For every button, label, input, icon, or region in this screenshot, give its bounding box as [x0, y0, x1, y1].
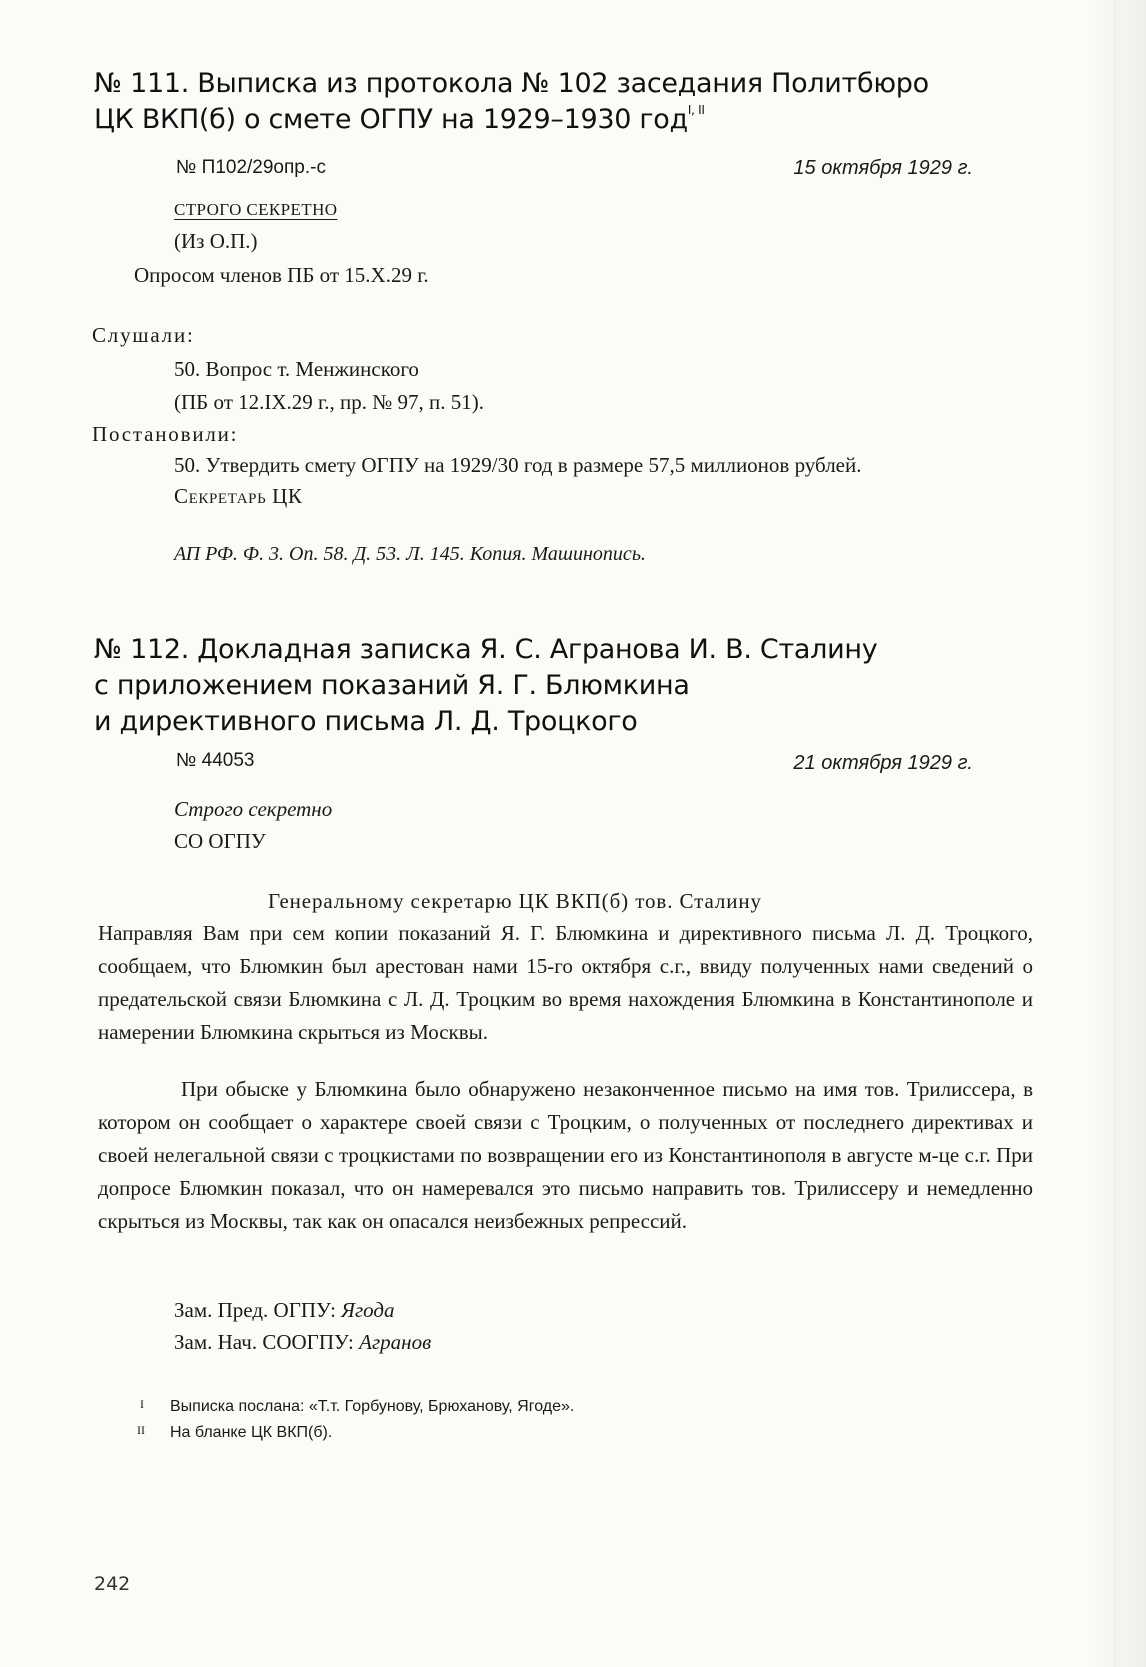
doc111-heard-item: 50. Вопрос т. Менжинского [174, 357, 419, 381]
page-number: 242 [94, 1573, 131, 1595]
doc111-resolved-item: 50. Утвердить смету ОГПУ на 1929/30 год в размере 57,5 миллионов рублей. [174, 453, 862, 477]
doc111-classification: СТРОГО СЕКРЕТНО [174, 200, 338, 219]
doc112-signature-2 [174, 1326, 431, 1359]
doc111-title-text: ЦК ВКП(б) о смете ОГПУ на 1929–1930 год [94, 104, 688, 135]
doc112-signature-1-label: Зам. Пред. ОГПУ: [174, 1298, 342, 1322]
doc111-poll: Опросом членов ПБ от 15.Х.29 г. [134, 263, 429, 287]
doc111-heard-ref: (ПБ от 12.IX.29 г., пр. № 97, п. 51). [174, 390, 485, 414]
doc111-date: 15 октября 1929 г. [793, 157, 973, 179]
doc112-title-line2: с приложением показаний Я. Г. Блюмкина [94, 670, 690, 701]
footnote-2-mark: II [137, 1423, 145, 1437]
doc111-title-footnote-marks: I, II [687, 103, 705, 117]
doc112-signature-1 [174, 1294, 395, 1327]
doc112-date: 21 октября 1929 г. [793, 752, 973, 774]
doc112-paragraph-2: При обыске у Блюмкина было обнаружено незаконченное письмо на имя тов. Трилиссера, в котором он сообщает о характере своей связи с Троцким, о полученных от последнего директивах и своей нелегальной связи с троцкистами по возвращении его из Константинополя в августе м-це с.г. При допросе Блюмкин показал, что он намеревался это письмо направить тов. Трилиссеру и немедленно скрыться из Москвы, так как он опасался неизбежных репрессий. [98, 1077, 1033, 1233]
doc112-addressee: Генеральному секретарю ЦК ВКП(б) тов. Сталину [268, 889, 762, 913]
doc111-title-line1: № 111. Выписка из протокола № 102 заседания Политбюро [94, 68, 929, 99]
doc112-title-line3: и директивного письма Л. Д. Троцкого [94, 706, 638, 737]
doc112-signature-2-label: Зам. Нач. СООГПУ: [174, 1330, 360, 1354]
footnote-2-text: На бланке ЦК ВКП(б). [170, 1424, 333, 1441]
doc112-signature-1-name: Ягода [341, 1298, 395, 1322]
doc112-title-line1: № 112. Докладная записка Я. С. Агранова И. В. Сталину [94, 634, 878, 665]
doc111-resolved-label: Постановили: [92, 422, 239, 446]
doc112-number: № 44053 [176, 750, 255, 771]
doc112-signature-2-name: Агранов [359, 1330, 432, 1354]
doc112-classification: Строго секретно [174, 797, 333, 821]
doc111-signature: Секретарь ЦК [174, 484, 303, 508]
doc111-archive: АП РФ. Ф. 3. Оп. 58. Д. 53. Л. 145. Копия. Машинопись. [174, 543, 646, 565]
doc111-heard-label: Слушали: [92, 323, 195, 347]
doc112-paragraph-1: Направляя Вам при сем копии показаний Я. Г. Блюмкина и директивного письма Л. Д. Троцкого, сообщаем, что Блюмкин был арестован нами 15-го октября с.г., ввиду полученных нами сведений о предательской связи Блюмкина с Л. Д. Троцким во время нахождения Блюмкина в Константинополе и намерении Блюмкина скрыться из Москвы. [98, 921, 1033, 1044]
footnote-1-mark: I [140, 1397, 144, 1411]
doc112-org: СО ОГПУ [174, 829, 266, 853]
footnote-1-text: Выписка послана: «Т.т. Горбунову, Брюханову, Ягоде». [170, 1398, 575, 1415]
doc111-title-line2 [94, 102, 705, 138]
page-shadow [1114, 0, 1116, 1667]
doc111-number: № П102/29опр.-с [176, 157, 326, 178]
doc111-from: (Из О.П.) [174, 229, 258, 253]
